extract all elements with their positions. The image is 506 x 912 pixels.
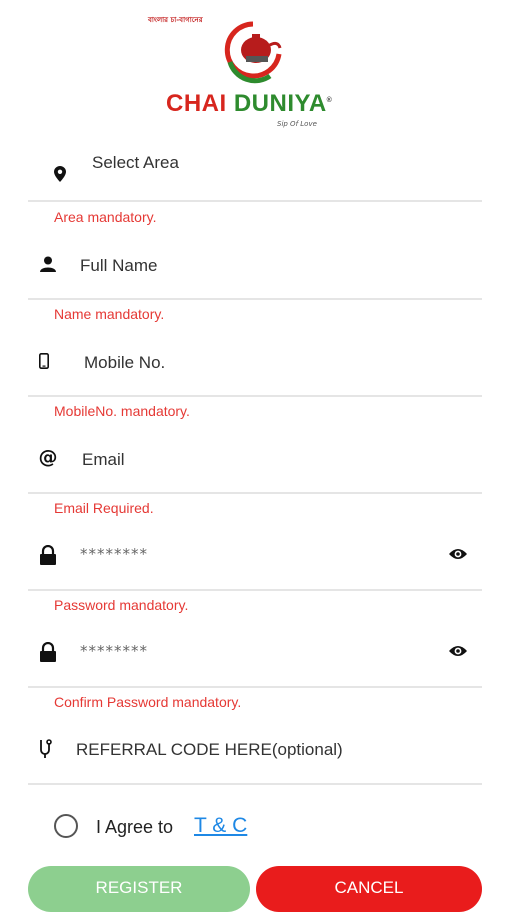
referral-icon	[36, 739, 56, 759]
agree-label: I Agree to	[96, 817, 174, 837]
select-area-dropdown[interactable]	[28, 150, 482, 202]
confirm-password-placeholder: ********	[80, 642, 148, 660]
eye-icon[interactable]	[448, 546, 468, 564]
mobile-placeholder: Mobile No.	[84, 353, 166, 372]
agree-radio[interactable]	[54, 814, 78, 838]
full-name-placeholder: Full Name	[80, 256, 158, 275]
password-field[interactable]	[28, 539, 482, 591]
logo-tiny-text: বাংলার চা-বাগানের	[148, 16, 203, 24]
email-error: Email Required.	[54, 500, 154, 516]
area-error: Area mandatory.	[54, 209, 157, 225]
password-error: Password mandatory.	[54, 597, 189, 613]
cancel-button[interactable]: CANCEL	[256, 866, 482, 912]
register-button[interactable]: REGISTER	[28, 866, 250, 912]
password-placeholder: ********	[80, 545, 148, 563]
email-placeholder: Email	[82, 450, 125, 469]
eye-icon[interactable]	[448, 643, 468, 661]
confirm-password-field[interactable]	[28, 636, 482, 688]
mobile-field[interactable]	[28, 345, 482, 397]
brand-logo	[140, 8, 360, 128]
name-error: Name mandatory.	[54, 306, 165, 322]
mobile-error: MobileNo. mandatory.	[54, 403, 190, 419]
full-name-field[interactable]	[28, 248, 482, 300]
brand-tagline: Sip Of Love	[277, 120, 317, 128]
select-area-label: Select Area	[92, 153, 179, 172]
confirm-password-error: Confirm Password mandatory.	[54, 694, 242, 710]
teapot-icon	[222, 18, 284, 86]
email-field[interactable]	[28, 442, 482, 494]
referral-code-field[interactable]	[28, 733, 482, 785]
location-pin-icon	[50, 164, 70, 184]
at-sign-icon: @	[38, 446, 58, 468]
person-icon	[38, 254, 58, 274]
lock-icon	[38, 642, 58, 662]
phone-icon	[34, 351, 54, 371]
referral-placeholder: REFERRAL CODE HERE(optional)	[76, 740, 343, 759]
terms-link[interactable]: T & C	[194, 814, 248, 837]
brand-name: CHAI DUNIYA®	[166, 90, 333, 117]
lock-icon	[38, 545, 58, 565]
